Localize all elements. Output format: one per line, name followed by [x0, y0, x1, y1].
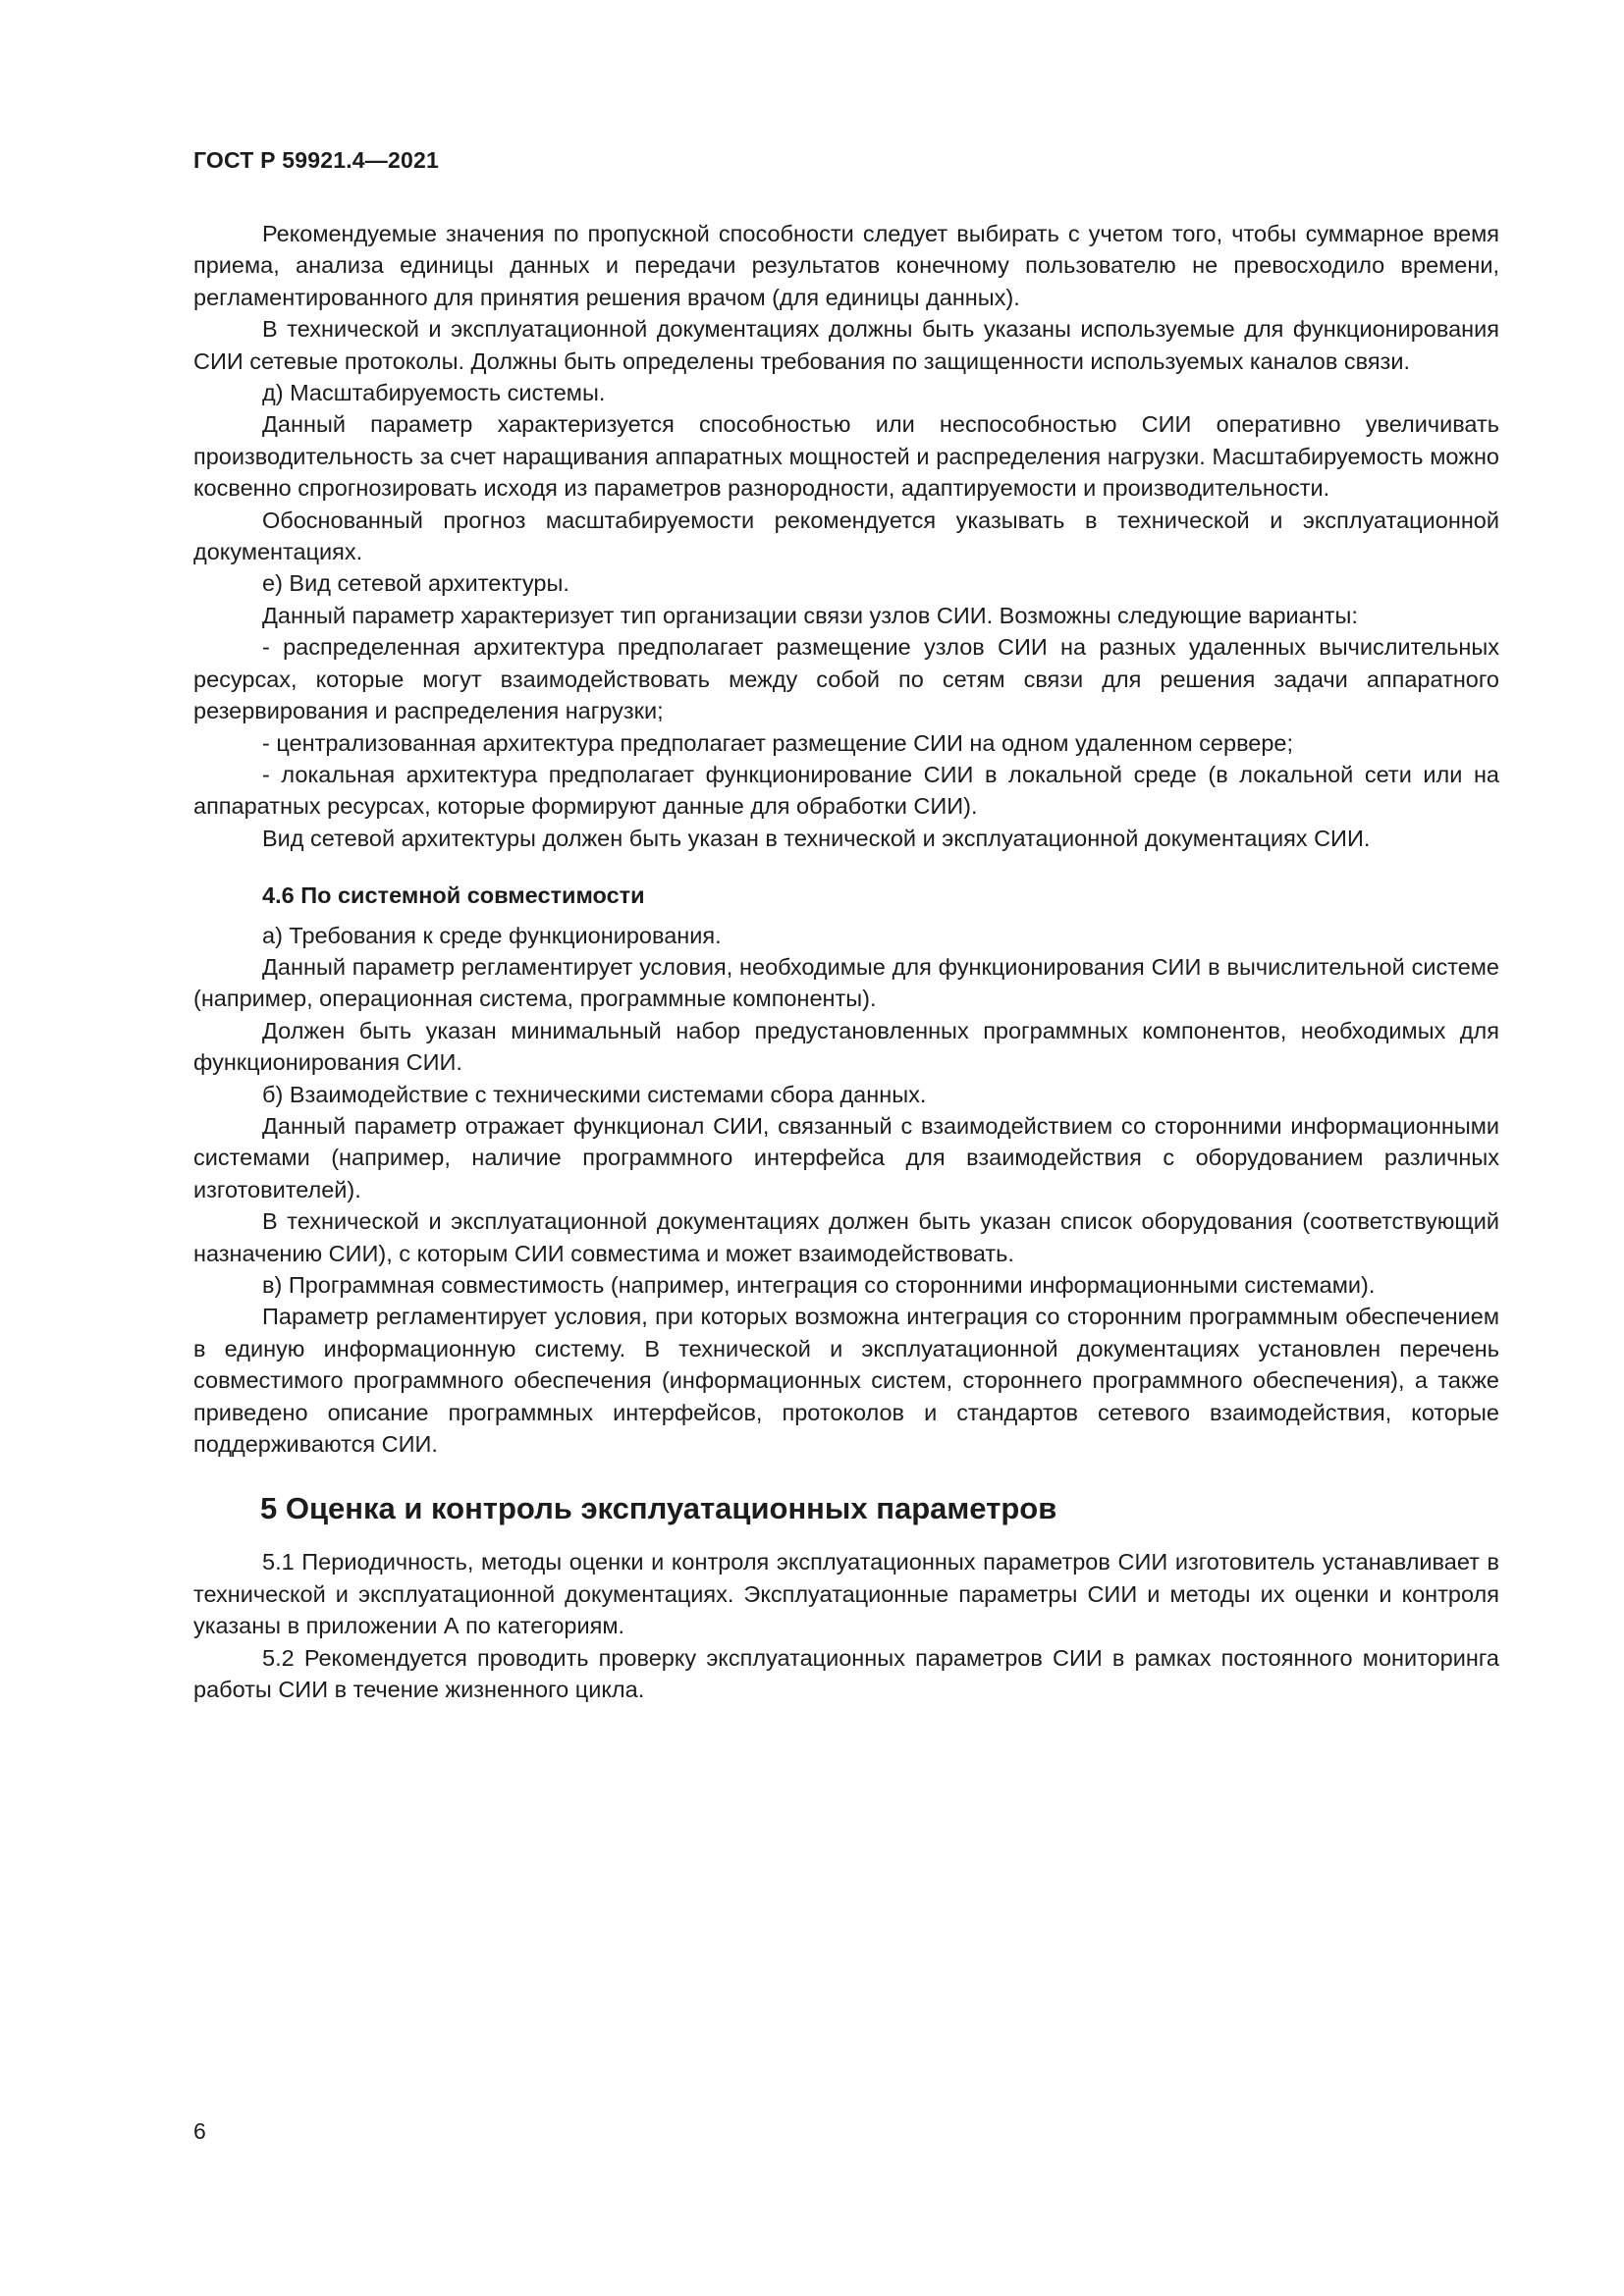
paragraph: Данный параметр характеризует тип организации связи узлов СИИ. Возможны следующие варианты:	[262, 602, 1358, 628]
paragraph: В технической и эксплуатационной документациях должны быть указаны используемые для функционирования СИИ сетевые протоколы. Должны быть определены требования по защищенности используемых каналов связи.	[193, 316, 1499, 374]
document-body	[193, 218, 1499, 1705]
paragraph: Данный параметр характеризуется способностью или неспособностью СИИ оперативно увеличивать производительность за счет наращивания аппаратных мощностей и распределения нагрузки. Масштабируемость можно косвенно спрогнозировать исходя из параметров разнородности, адаптируемости и производительности.	[193, 411, 1499, 502]
paragraph: Данный параметр отражает функционал СИИ, связанный с взаимодействием со сторонними информационными системами (например, наличие программного интерфейса для взаимодействия с оборудованием различных изготовителей).	[193, 1112, 1499, 1202]
paragraph: Рекомендуемые значения по пропускной способности следует выбирать с учетом того, чтобы суммарное время приема, анализа единицы данных и передачи результатов конечному пользователю не превосходило времени, регламентированного для принятия решения врачом (для единицы данных).	[193, 221, 1499, 310]
paragraph: Обоснованный прогноз масштабируемости рекомендуется указывать в технической и эксплуатационной документациях.	[193, 507, 1499, 565]
list-item-a: а) Требования к среде функционирования.	[262, 922, 722, 948]
paragraph: 5.2 Рекомендуется проводить проверку эксплуатационных параметров СИИ в рамках постоянного мониторинга работы СИИ в течение жизненного цикла.	[193, 1644, 1499, 1703]
list-item-e: е) Вид сетевой архитектуры.	[262, 570, 569, 597]
paragraph: Вид сетевой архитектуры должен быть указан в технической и эксплуатационной документациях СИИ.	[262, 825, 1371, 851]
list-item-d: д) Масштабируемость системы.	[262, 380, 606, 406]
paragraph: Параметр регламентирует условия, при которых возможна интеграция со сторонним программным обеспечением в единую информационную систему. В технической и эксплуатационной документациях установлен перечень совместимого программного обеспечения (информационных систем, стороннего программного обеспечения), а также приведено описание программных интерфейсов, протоколов и стандартов сетевого взаимодействия, которые поддерживаются СИИ.	[193, 1304, 1499, 1458]
page-number: 6	[193, 2118, 206, 2144]
list-item-b: б) Взаимодействие с техническими системами сбора данных.	[262, 1081, 927, 1107]
paragraph: 5.1 Периодичность, методы оценки и контроля эксплуатационных параметров СИИ изготовитель устанавливает в технической и эксплуатационной документациях. Эксплуатационные параметры СИИ и методы их оценки и контроля указаны в приложении А по категориям.	[193, 1549, 1499, 1639]
paragraph: В технической и эксплуатационной документациях должен быть указан список оборудования (соответствующий назначению СИИ), с которым СИИ совместима и может взаимодействовать.	[193, 1208, 1499, 1266]
section-heading: 5 Оценка и контроль эксплуатационных параметров	[260, 1491, 1057, 1526]
paragraph: Должен быть указан минимальный набор предустановленных программных компонентов, необходимых для функционирования СИИ.	[193, 1017, 1499, 1076]
document-header: ГОСТ Р 59921.4—2021	[193, 147, 439, 173]
bullet-item: - локальная архитектура предполагает функционирование СИИ в локальной среде (в локальной сети или на аппаратных ресурсах, которые формируют данные для обработки СИИ).	[193, 761, 1499, 820]
bullet-item: - централизованная архитектура предполагает размещение СИИ на одном удаленном сервере;	[262, 729, 1294, 756]
subsection-heading: 4.6 По системной совместимости	[262, 882, 645, 909]
paragraph: Данный параметр регламентирует условия, необходимые для функционирования СИИ в вычислительной системе (например, операционная система, программные компоненты).	[193, 953, 1499, 1012]
bullet-item: - распределенная архитектура предполагает размещение узлов СИИ на разных удаленных вычислительных ресурсах, которые могут взаимодействовать между собой по сетям связи для решения задачи аппаратного резервирования и распределения нагрузки;	[193, 634, 1499, 724]
list-item-v: в) Программная совместимость (например, интеграция со сторонними информационными системами).	[262, 1272, 1376, 1298]
